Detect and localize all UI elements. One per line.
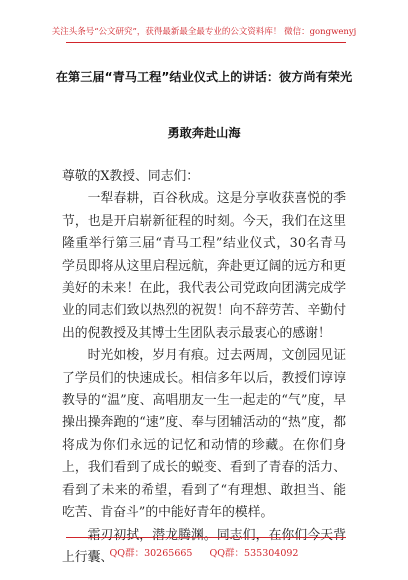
header-divider — [66, 42, 346, 43]
document-body — [62, 166, 346, 569]
salutation: 尊敬的X教授、同志们： — [62, 169, 200, 184]
footer-qq-group-2: QQ群：535304092 — [209, 548, 299, 559]
paragraph-3: 霜刃初拭，潜龙腾渊。同志们，在你们今天背上行囊、 — [62, 527, 346, 565]
paragraph-1: 一犁春耕，百谷秋成。这是分享收获喜悦的季节，也是开启崭新征程的时刻。今天，我们在这里隆重举行第三届“青马工程”结业仪式，30名青马学员即将从这里启程远航，奔赴更辽阔的远方和更美好的未来！在此，我代表公司党政向团满完成学业的同志们致以热烈的祝贺！向不辞劳苦、辛勤付出的倪教授及其博士生团队表示最衷心的感谢！ — [62, 191, 346, 341]
document-subtitle: 勇敢奔赴山海 — [167, 126, 241, 140]
footer-divider — [66, 537, 346, 538]
footer — [0, 545, 408, 559]
document-title: 在第三届“青马工程”结业仪式上的讲话：彼方尚有荣光 — [55, 70, 353, 84]
paragraph-2: 时光如梭，岁月有痕。过去两周，文创园见证了学员们的快速成长。相信多年以后，教授们谆谆教导的“温”度、高唱朋友一生一起走的“气”度，早操出操奔跑的“速”度、奉与团辅活动的“热”度，都将成为你们永远的记忆和动情的珍藏。在你们身上，我们看到了成长的蜕变、看到了青春的活力、看到了未来的希望，看到了“有理想、敢担当、能吃苦、肯奋斗”的中能好青年的模样。 — [62, 348, 346, 521]
footer-qq-group-1: QQ群：30265665 — [109, 548, 193, 559]
header-banner: 关注头条号“公文研究”，获得最新最全最专业的公文资料库！ 微信：gongwenyj — [51, 27, 357, 37]
